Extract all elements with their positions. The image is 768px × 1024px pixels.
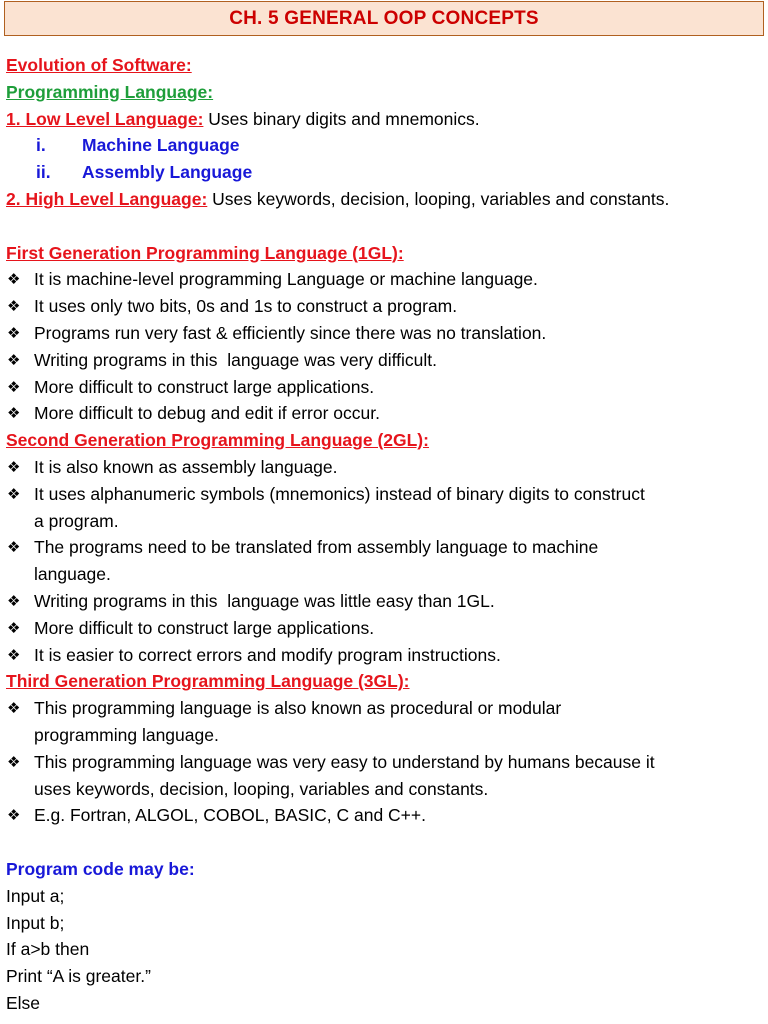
- sub-item-label: Machine Language: [82, 135, 240, 156]
- gen2-bullet: [6, 642, 762, 669]
- gen1-bullet: [6, 400, 762, 427]
- gen1-bullet: [6, 293, 762, 320]
- bullet-text: E.g. Fortran, ALGOL, COBOL, BASIC, C and C++.: [34, 805, 426, 826]
- programming-language-heading: Programming Language:: [6, 81, 214, 102]
- high-level-line: [6, 186, 762, 213]
- chapter-title: CH. 5 GENERAL OOP CONCEPTS: [229, 7, 539, 29]
- bullet-continuation: uses keywords, decision, looping, variables and constants.: [34, 778, 489, 799]
- diamond-bullet-icon: ❖: [7, 270, 21, 289]
- bullet-text: It uses only two bits, 0s and 1s to construct a program.: [34, 296, 458, 317]
- gen1-bullet: [6, 320, 762, 347]
- gen1-bullet: [6, 374, 762, 401]
- bullet-text: More difficult to debug and edit if error occur.: [34, 403, 380, 424]
- diamond-bullet-icon: ❖: [7, 538, 21, 557]
- bullet-text: It uses alphanumeric symbols (mnemonics) instead of binary digits to construct: [34, 483, 645, 504]
- bullet-continuation: a program.: [34, 510, 119, 531]
- diamond-bullet-icon: ❖: [7, 323, 21, 342]
- low-level-line: [6, 106, 762, 133]
- gen2-bullet: [6, 481, 762, 508]
- diamond-bullet-icon: ❖: [7, 752, 21, 771]
- diamond-bullet-icon: ❖: [7, 377, 21, 396]
- high-level-label: 2. High Level Language:: [6, 188, 208, 209]
- high-level-text: Uses keywords, decision, looping, variables and constants.: [207, 188, 670, 209]
- gen1-bullet: [6, 266, 762, 293]
- sub-item-label: Assembly Language: [82, 162, 253, 183]
- chapter-title-box: [4, 1, 764, 36]
- gen1-heading: First Generation Programming Language (1GL):: [6, 242, 404, 263]
- spacer: [6, 829, 762, 856]
- bullet-continuation: programming language.: [34, 724, 219, 745]
- code-line: Print “A is greater.”: [6, 966, 151, 987]
- bullet-text: More difficult to construct large applications.: [34, 617, 375, 638]
- gen2-bullet: [6, 534, 762, 561]
- diamond-bullet-icon: ❖: [7, 457, 21, 476]
- code-heading: Program code may be:: [6, 858, 195, 879]
- diamond-bullet-icon: ❖: [7, 404, 21, 423]
- sub-item-num: ii.: [36, 162, 51, 183]
- sub-item-machine: [6, 132, 762, 159]
- code-line: If a>b then: [6, 939, 90, 960]
- diamond-bullet-icon: ❖: [7, 618, 21, 637]
- gen3-bullet: [6, 749, 762, 776]
- code-line: Input b;: [6, 912, 65, 933]
- bullet-text: The programs need to be translated from assembly language to machine: [34, 537, 599, 558]
- bullet-text: It is easier to correct errors and modify program instructions.: [34, 644, 501, 665]
- bullet-text: Programs run very fast & efficiently since there was no translation.: [34, 322, 547, 343]
- gen3-heading: Third Generation Programming Language (3GL):: [6, 671, 410, 692]
- bullet-text: It is machine-level programming Language or machine language.: [34, 269, 538, 290]
- gen2-heading: Second Generation Programming Language (2GL):: [6, 430, 429, 451]
- bullet-text: This programming language is also known as procedural or modular: [34, 698, 562, 719]
- diamond-bullet-icon: ❖: [7, 350, 21, 369]
- low-level-label: 1. Low Level Language:: [6, 108, 204, 129]
- diamond-bullet-icon: ❖: [7, 699, 21, 718]
- gen2-bullet: [6, 588, 762, 615]
- code-line: Else: [6, 992, 41, 1013]
- code-line: Input a;: [6, 885, 65, 906]
- low-level-text: Uses binary digits and mnemonics.: [203, 108, 480, 129]
- gen1-bullet: [6, 347, 762, 374]
- bullet-text: More difficult to construct large applications.: [34, 376, 375, 397]
- diamond-bullet-icon: ❖: [7, 806, 21, 825]
- bullet-text: Writing programs in this language was very difficult.: [34, 349, 438, 370]
- evolution-heading: Evolution of Software:: [6, 55, 192, 75]
- bullet-continuation: language.: [34, 564, 111, 585]
- sub-item-num: i.: [36, 135, 46, 156]
- gen2-bullet: [6, 615, 762, 642]
- gen3-bullet: [6, 695, 762, 722]
- bullet-text: This programming language was very easy to understand by humans because it: [34, 751, 655, 772]
- document-body: [6, 52, 762, 1017]
- gen2-bullet: [6, 454, 762, 481]
- diamond-bullet-icon: ❖: [7, 297, 21, 316]
- diamond-bullet-icon: ❖: [7, 591, 21, 610]
- diamond-bullet-icon: ❖: [7, 484, 21, 503]
- diamond-bullet-icon: ❖: [7, 645, 21, 664]
- gen3-bullet: [6, 802, 762, 829]
- sub-item-assembly: [6, 159, 762, 186]
- bullet-text: Writing programs in this language was little easy than 1GL.: [34, 590, 495, 611]
- spacer: [6, 213, 762, 240]
- bullet-text: It is also known as assembly language.: [34, 456, 338, 477]
